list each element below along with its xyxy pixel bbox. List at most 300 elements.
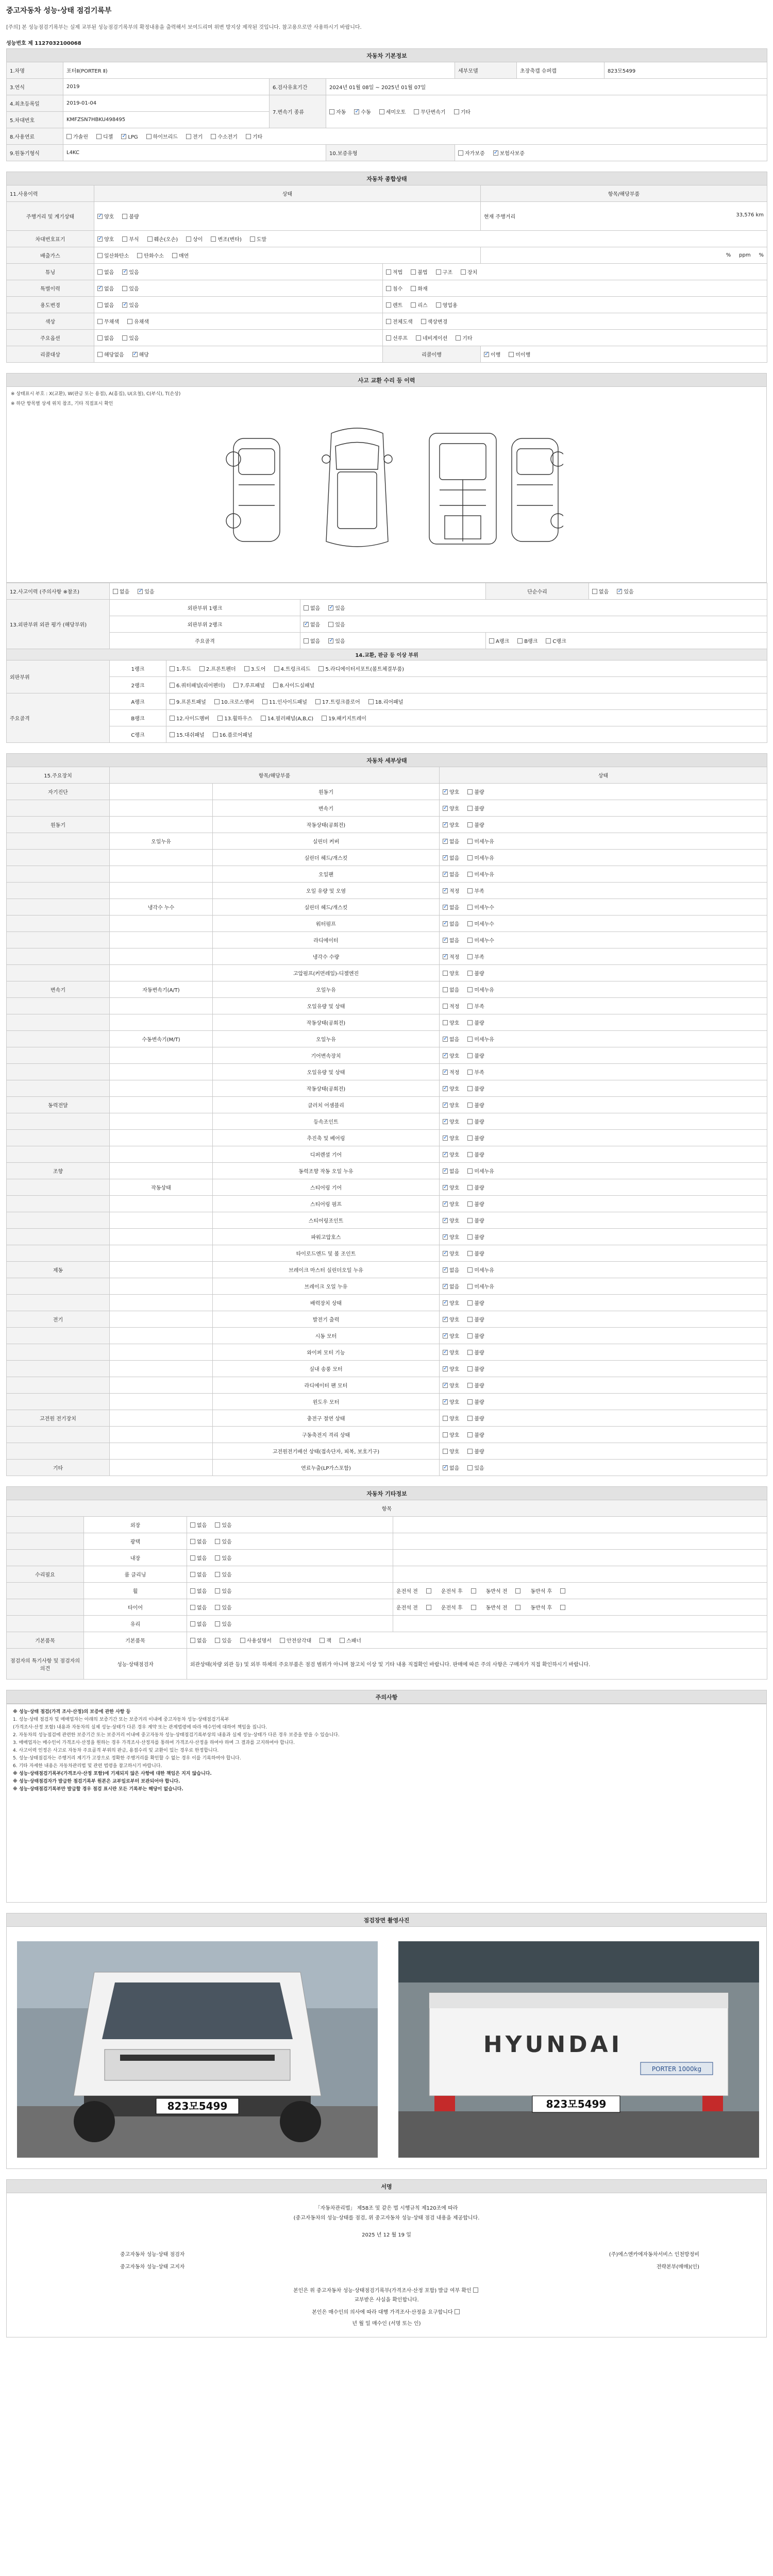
detail-state-checkbox[interactable] [443,1119,448,1124]
frame-part-checkbox[interactable] [214,699,220,704]
usage-sub-checkbox[interactable] [436,302,441,308]
detail-row [7,916,767,932]
detail-sub-label [110,1163,213,1179]
detail-state-checkbox[interactable] [467,1284,473,1289]
detail-state-options [440,1179,767,1196]
detail-item-label: 스티어링 기어 [213,1179,440,1196]
detail-group-label [7,932,110,948]
extra-item-option-label: 있음 [222,1589,232,1595]
extra-item-checkbox[interactable] [215,1621,220,1626]
extra-item-option-label: 있음 [222,1556,232,1562]
extra-item-options [187,1517,393,1533]
detail-state-checkbox[interactable] [443,1218,448,1223]
outer-part-checkbox[interactable] [199,666,205,671]
detail-state-checkbox[interactable] [443,1333,448,1338]
special-checkbox[interactable] [122,286,127,291]
warranty-checkbox[interactable] [458,150,463,156]
damage-history-header: 사고 교환 수리 등 이력 [7,374,767,387]
color-checkbox[interactable] [97,319,103,324]
basic-info-table [6,48,767,161]
extra-group-label: 수리필요 [7,1566,84,1583]
outer-part-option-label: 3.도어 [250,667,266,672]
detail-state-option-label: 없음 [449,988,460,993]
detail-state-checkbox[interactable] [467,1267,473,1273]
detail-state-checkbox[interactable] [443,1284,448,1289]
main-option-label: 주요옵션 [7,330,94,346]
detail-state-checkbox[interactable] [443,954,448,959]
basic-item-checkbox[interactable] [190,1638,195,1643]
detail-state-checkbox[interactable] [443,1366,448,1371]
detail-state-option [467,1002,484,1010]
frame-rank-checkbox[interactable] [517,638,523,643]
detail-state-checkbox[interactable] [467,1185,473,1190]
extra-item-checkbox[interactable] [215,1539,220,1544]
detail-state-option-label: 불량 [474,1136,484,1142]
warranty-checkbox[interactable] [493,150,498,156]
detail-item-label: 작동상태(공회전) [213,817,440,833]
detail-state-checkbox[interactable] [443,1037,448,1042]
extra-item-checkbox[interactable] [215,1605,220,1610]
frame-rank-checkbox[interactable] [489,638,494,643]
extra-item-option [190,1620,207,1628]
color-sub-checkbox[interactable] [421,319,426,324]
year-value: 2019 [63,79,270,95]
tuning-checkbox[interactable] [122,269,127,275]
usage-sub-checkbox[interactable] [386,302,391,308]
detail-state-checkbox[interactable] [467,1201,473,1207]
detail-state-checkbox[interactable] [443,1399,448,1404]
detail-state-option-label: 양호 [449,1334,460,1340]
detail-state-checkbox[interactable] [443,1465,448,1470]
detail-state-option [443,1183,459,1191]
detail-state-option [443,936,459,944]
exterior-eval-label: 13.외판부위 외관 평가 (해당부위) [7,600,110,649]
fuel-checkbox[interactable] [211,134,216,139]
detail-state-checkbox[interactable] [443,987,448,992]
detail-item-label: 오일팬 [213,866,440,883]
detail-state-checkbox[interactable] [443,1152,448,1157]
transmission-checkbox[interactable] [329,109,334,114]
detail-sub-label [110,883,213,899]
detail-state-checkbox[interactable] [467,1300,473,1306]
transmission-checkbox[interactable] [454,109,459,114]
extra-item-checkbox[interactable] [190,1539,195,1544]
main-option-option-label: 없음 [104,336,114,342]
detail-state-checkbox[interactable] [443,822,448,827]
outer-part-checkbox[interactable] [274,666,279,671]
vin-state-checkbox[interactable] [147,236,153,242]
rank2-label: 외판부위 2랭크 [110,616,300,633]
detail-state-checkbox[interactable] [467,806,473,811]
warranty-label: 10.보증유형 [326,145,455,161]
usage-checkbox[interactable] [97,302,103,308]
wheel-position-checkbox[interactable] [515,1588,520,1594]
frame-part-checkbox[interactable] [217,716,223,721]
detail-state-checkbox[interactable] [443,1020,448,1025]
detail-state-checkbox[interactable] [443,1416,448,1421]
vin-state-checkbox[interactable] [186,236,191,242]
vin-state-checkbox[interactable] [122,236,127,242]
extra-item-option [215,1587,231,1595]
note-line: 3. 매매업자는 매수인이 가격조사·산정을 원하는 경우 가격조사·산정자를 통하여 가격조사·산정을 하여야 하며 그 결과를 고지하여야 합니다. [13,1740,295,1745]
detail-state-checkbox[interactable] [443,1449,448,1454]
detail-state-option [467,1101,484,1109]
recall-status-checkbox[interactable] [484,352,489,357]
detail-state-options [440,1113,767,1130]
detail-state-option-label: 미세누유 [474,988,494,993]
extra-item-checkbox[interactable] [190,1522,195,1528]
detail-state-checkbox[interactable] [467,1383,473,1388]
emission-checkbox[interactable] [97,253,103,258]
basic-item-checkbox[interactable] [340,1638,345,1643]
transmission-checkbox[interactable] [414,109,419,114]
detail-state-checkbox[interactable] [467,1432,473,1437]
basic-item-checkbox[interactable] [240,1638,245,1643]
detail-state-checkbox[interactable] [443,1070,448,1075]
extra-item-checkbox[interactable] [215,1572,220,1577]
detail-state-checkbox[interactable] [443,872,448,877]
detail-state-checkbox[interactable] [443,1251,448,1256]
basic-item-option [320,1636,331,1644]
detail-state-option-label: 적정 [449,955,460,960]
detail-state-checkbox[interactable] [467,987,473,992]
front-plate-text: 823모5499 [167,2100,228,2112]
detail-state-checkbox[interactable] [467,1366,473,1371]
frame-part-checkbox[interactable] [322,716,327,721]
extra-item-checkbox[interactable] [190,1588,195,1594]
detail-state-option-label: 불량 [474,1103,484,1109]
main-option-checkbox[interactable] [97,335,103,341]
detail-state-options [440,1212,767,1229]
detail-state-checkbox[interactable] [443,971,448,976]
detail-state-option-label: 양호 [449,1120,460,1125]
frame-part-checkbox[interactable] [170,732,175,737]
wheel-position-checkbox[interactable] [560,1588,565,1594]
special-checkbox[interactable] [97,286,103,291]
detail-state-checkbox[interactable] [443,1103,448,1108]
frame-part-checkbox[interactable] [262,699,267,704]
special-sub-checkbox[interactable] [411,286,416,291]
tuning-sub-checkbox[interactable] [461,269,466,275]
extra-item-option [215,1603,231,1611]
detail-item-label: 라디에이터 팬 모터 [213,1377,440,1394]
frame-part-checkbox[interactable] [368,699,374,704]
detail-state-option [467,837,494,845]
detail-state-checkbox[interactable] [443,1053,448,1058]
detail-state-option [467,953,484,960]
detail-state-option [467,870,494,878]
detail-state-checkbox[interactable] [443,1300,448,1306]
detail-state-checkbox[interactable] [467,1136,473,1141]
vin-state-option-label: 도말 [256,237,267,243]
color-sub-option [421,317,448,325]
transmission-checkbox[interactable] [354,109,359,114]
detail-state-option [443,1150,459,1158]
detail-state-option-label: 양호 [449,1416,460,1422]
detail-group-label [7,1179,110,1196]
extra-item-option-label: 없음 [197,1539,207,1545]
document-notice: [주의] 본 성능점검기록부는 실제 교부된 성능점검기록부의 확정내용을 출력해서 보여드리며 위변 방지상 제작된 것입니다. 참고용으로만 사용하시기 바랍니다. [6,25,362,30]
extra-item-checkbox[interactable] [190,1555,195,1561]
detail-state-checkbox[interactable] [443,1136,448,1141]
detail-state-checkbox[interactable] [443,1168,448,1174]
detail-state-checkbox[interactable] [467,954,473,959]
note-line: 4. 사고이력 인정은 사고로 자동차 주요골격 부위의 판금, 용접수리 및 교환이 있는 경우로 한정합니다. [13,1748,219,1753]
frame-checkbox[interactable] [304,638,309,643]
detail-group-label: 제동 [7,1262,110,1278]
usage-checkbox[interactable] [122,302,127,308]
outer-part-checkbox[interactable] [170,683,175,688]
detail-state-checkbox[interactable] [467,1119,473,1124]
extra-item-option [190,1603,207,1611]
main-option-sub-checkbox[interactable] [386,335,391,341]
detail-state-checkbox[interactable] [443,1350,448,1355]
rank2-checkbox[interactable] [328,622,333,627]
wheel-position-checkbox[interactable] [515,1605,520,1610]
opinion-text: 외관상태(차량 외관 등) 및 외부 하체의 주요부품은 점검 범위가 아니며 참고치 이상 및 기타 내용 직접확인 바랍니다. 판매에 따른 주의 사항은 구매자가 직접 확인하시기 바랍니다. [187,1649,767,1680]
detail-state-checkbox[interactable] [467,1086,473,1091]
detail-state-checkbox[interactable] [467,1218,473,1223]
detail-state-checkbox[interactable] [467,1465,473,1470]
detail-state-checkbox[interactable] [443,1383,448,1388]
detail-state-option [443,788,459,795]
fuel-checkbox[interactable] [66,134,72,139]
detail-state-checkbox[interactable] [467,1103,473,1108]
detail-state-checkbox[interactable] [467,822,473,827]
detail-state-checkbox[interactable] [467,1416,473,1421]
transmission-option-label: 자동 [336,110,346,115]
detail-state-option [443,969,459,977]
frame-rank-checkbox[interactable] [546,638,551,643]
detail-state-checkbox[interactable] [467,1053,473,1058]
detail-state-checkbox[interactable] [467,1333,473,1338]
recall-status-checkbox[interactable] [509,352,514,357]
color-checkbox[interactable] [127,319,132,324]
detail-state-option [467,986,494,993]
wheel-position-checkbox[interactable] [471,1588,476,1594]
detail-sub-label [110,800,213,817]
transmission-option-label: 기타 [460,110,470,115]
basic-item-checkbox[interactable] [320,1638,325,1643]
detail-state-checkbox[interactable] [467,1317,473,1322]
tuning-sub-options [383,264,767,280]
detail-state-checkbox[interactable] [443,1004,448,1009]
accident-checkbox[interactable] [138,589,143,594]
tuning-checkbox[interactable] [97,269,103,275]
extra-item-checkbox[interactable] [215,1588,220,1594]
wheel-position-option [560,1588,567,1595]
fuel-checkbox[interactable] [186,134,191,139]
main-option-sub-options [383,330,767,346]
usage-sub-checkbox[interactable] [411,302,416,308]
rank1-checkbox[interactable] [328,605,333,611]
outer-part-checkbox[interactable] [170,666,175,671]
vin-state-checkbox[interactable] [97,236,103,242]
tuning-sub-checkbox[interactable] [386,269,391,275]
transmission-checkbox[interactable] [379,109,384,114]
detail-state-checkbox[interactable] [467,1152,473,1157]
detail-state-checkbox[interactable] [467,1350,473,1355]
detail-state-option [467,1150,484,1158]
detail-state-checkbox[interactable] [467,855,473,860]
frame-part-checkbox[interactable] [170,699,175,704]
wheel-position-label: 동반석 전 [485,1605,508,1611]
simple-repair-checkbox[interactable] [592,589,597,594]
outer-part-option [274,665,311,672]
detail-state-option [443,986,459,993]
detail-state-checkbox[interactable] [467,905,473,910]
tuning-sub-checkbox[interactable] [436,269,441,275]
receive-checkbox[interactable] [473,2287,478,2293]
extra-item-checkbox[interactable] [190,1605,195,1610]
fuel-checkbox[interactable] [96,134,102,139]
vin-state-label: 차대번호표기 [7,231,94,247]
fuel-option [211,132,238,140]
rank1-options [300,600,767,616]
wheel-position-checkbox[interactable] [471,1605,476,1610]
detail-state-checkbox[interactable] [467,1020,473,1025]
detail-state-checkbox[interactable] [443,888,448,893]
mileage-checkbox[interactable] [122,214,127,219]
detail-state-checkbox[interactable] [443,1432,448,1437]
frame-checkbox[interactable] [328,638,333,643]
frame-part-checkbox[interactable] [213,732,218,737]
frame-part-checkbox[interactable] [315,699,321,704]
mileage-options [94,202,481,231]
frame-part-option-label: 10.크로스멤버 [221,700,255,705]
detail-state-checkbox[interactable] [443,839,448,844]
detail-state-option [443,804,459,812]
detail-state-checkbox[interactable] [467,872,473,877]
device-column-label: 15.주요장치 [7,767,110,784]
detail-item-label: 발전기 출력 [213,1311,440,1328]
frame-b-parts [166,710,767,726]
detail-state-checkbox[interactable] [443,1317,448,1322]
detail-state-checkbox[interactable] [467,1168,473,1174]
tuning-option [97,268,114,276]
extra-item-checkbox[interactable] [215,1555,220,1561]
recall-checkbox[interactable] [132,352,138,357]
frame-part-checkbox[interactable] [261,716,266,721]
fuel-option [146,132,178,140]
detail-state-option [443,887,459,894]
recall-checkbox[interactable] [97,352,103,357]
detail-state-checkbox[interactable] [443,938,448,943]
detail-state-checkbox[interactable] [443,789,448,794]
emission-option-label: 탄화수소 [144,253,164,259]
detail-state-checkbox[interactable] [443,806,448,811]
detail-state-checkbox[interactable] [467,1004,473,1009]
rank2-checkbox[interactable] [304,622,309,627]
detail-state-checkbox[interactable] [467,1037,473,1042]
emission-checkbox[interactable] [172,253,177,258]
special-sub-checkbox[interactable] [386,286,391,291]
detail-state-option [443,1002,459,1010]
fuel-checkbox[interactable] [246,134,251,139]
fuel-checkbox[interactable] [146,134,152,139]
detail-state-checkbox[interactable] [443,905,448,910]
mileage-checkbox[interactable] [97,214,103,219]
detail-state-checkbox[interactable] [467,921,473,926]
accident-checkbox[interactable] [113,589,118,594]
valuation-checkbox[interactable] [455,2309,460,2314]
detail-state-checkbox[interactable] [467,1449,473,1454]
detail-item-label: 충전구 절연 상태 [213,1410,440,1427]
wheel-position-checkbox[interactable] [560,1605,565,1610]
frame-rank-option [517,637,537,645]
tuning-sub-checkbox[interactable] [411,269,416,275]
detail-item-label: 작동상태(공회전) [213,1080,440,1097]
detail-state-checkbox[interactable] [467,1251,473,1256]
notifier-label: 중고자동차 성능·상태 고지자 [120,2264,185,2270]
emission-checkbox[interactable] [137,253,142,258]
detail-state-checkbox[interactable] [443,855,448,860]
motor-value: L4KC [63,145,326,161]
outer-part-checkbox[interactable] [318,666,324,671]
extra-item-sub [393,1533,767,1550]
detail-state-checkbox[interactable] [467,1070,473,1075]
detail-row [7,1097,767,1113]
main-option-sub-checkbox[interactable] [456,335,461,341]
detail-state-options [440,899,767,916]
color-sub-checkbox[interactable] [386,319,391,324]
detail-item-label: 변속기 [213,800,440,817]
basic-item-checkbox[interactable] [215,1638,220,1643]
detail-state-checkbox[interactable] [467,789,473,794]
detail-state-checkbox[interactable] [467,1234,473,1240]
detail-state-checkbox[interactable] [467,1399,473,1404]
fuel-checkbox[interactable] [121,134,126,139]
extra-item-checkbox[interactable] [190,1572,195,1577]
emission-unit-smoke: % [759,252,764,258]
wheel-position-checkbox[interactable] [426,1605,431,1610]
detail-state-checkbox[interactable] [443,921,448,926]
photo-block [6,1927,767,2169]
main-option-checkbox[interactable] [122,335,127,341]
detail-state-options [440,1344,767,1361]
extra-item-checkbox[interactable] [215,1522,220,1528]
detail-state-checkbox[interactable] [443,1086,448,1091]
detail-state-options [440,1443,767,1460]
detail-state-checkbox[interactable] [443,1234,448,1240]
simple-repair-checkbox[interactable] [617,589,622,594]
detail-state-checkbox[interactable] [443,1267,448,1273]
notes-table [6,1690,767,1704]
detail-state-option [443,1084,459,1092]
detail-group-label [7,883,110,899]
detail-state-checkbox[interactable] [443,1185,448,1190]
frame-part-checkbox[interactable] [170,716,175,721]
main-option-sub-checkbox[interactable] [416,335,421,341]
rank1-checkbox[interactable] [304,605,309,611]
vin-state-checkbox[interactable] [250,236,255,242]
detail-state-checkbox[interactable] [467,971,473,976]
detail-row [7,1328,767,1344]
detail-state-checkbox[interactable] [467,839,473,844]
outer-part-checkbox[interactable] [273,683,278,688]
detail-state-checkbox[interactable] [443,1201,448,1207]
basic-item-checkbox[interactable] [280,1638,285,1643]
detail-state-option [467,821,484,828]
detail-state-checkbox[interactable] [467,888,473,893]
wheel-position-checkbox[interactable] [426,1588,431,1594]
outer-part-checkbox[interactable] [244,666,249,671]
detail-state-checkbox[interactable] [467,938,473,943]
detail-state-option-label: 불량 [474,1416,484,1422]
extra-item-checkbox[interactable] [190,1621,195,1626]
outer-part-checkbox[interactable] [233,683,239,688]
vin-state-checkbox[interactable] [211,236,216,242]
